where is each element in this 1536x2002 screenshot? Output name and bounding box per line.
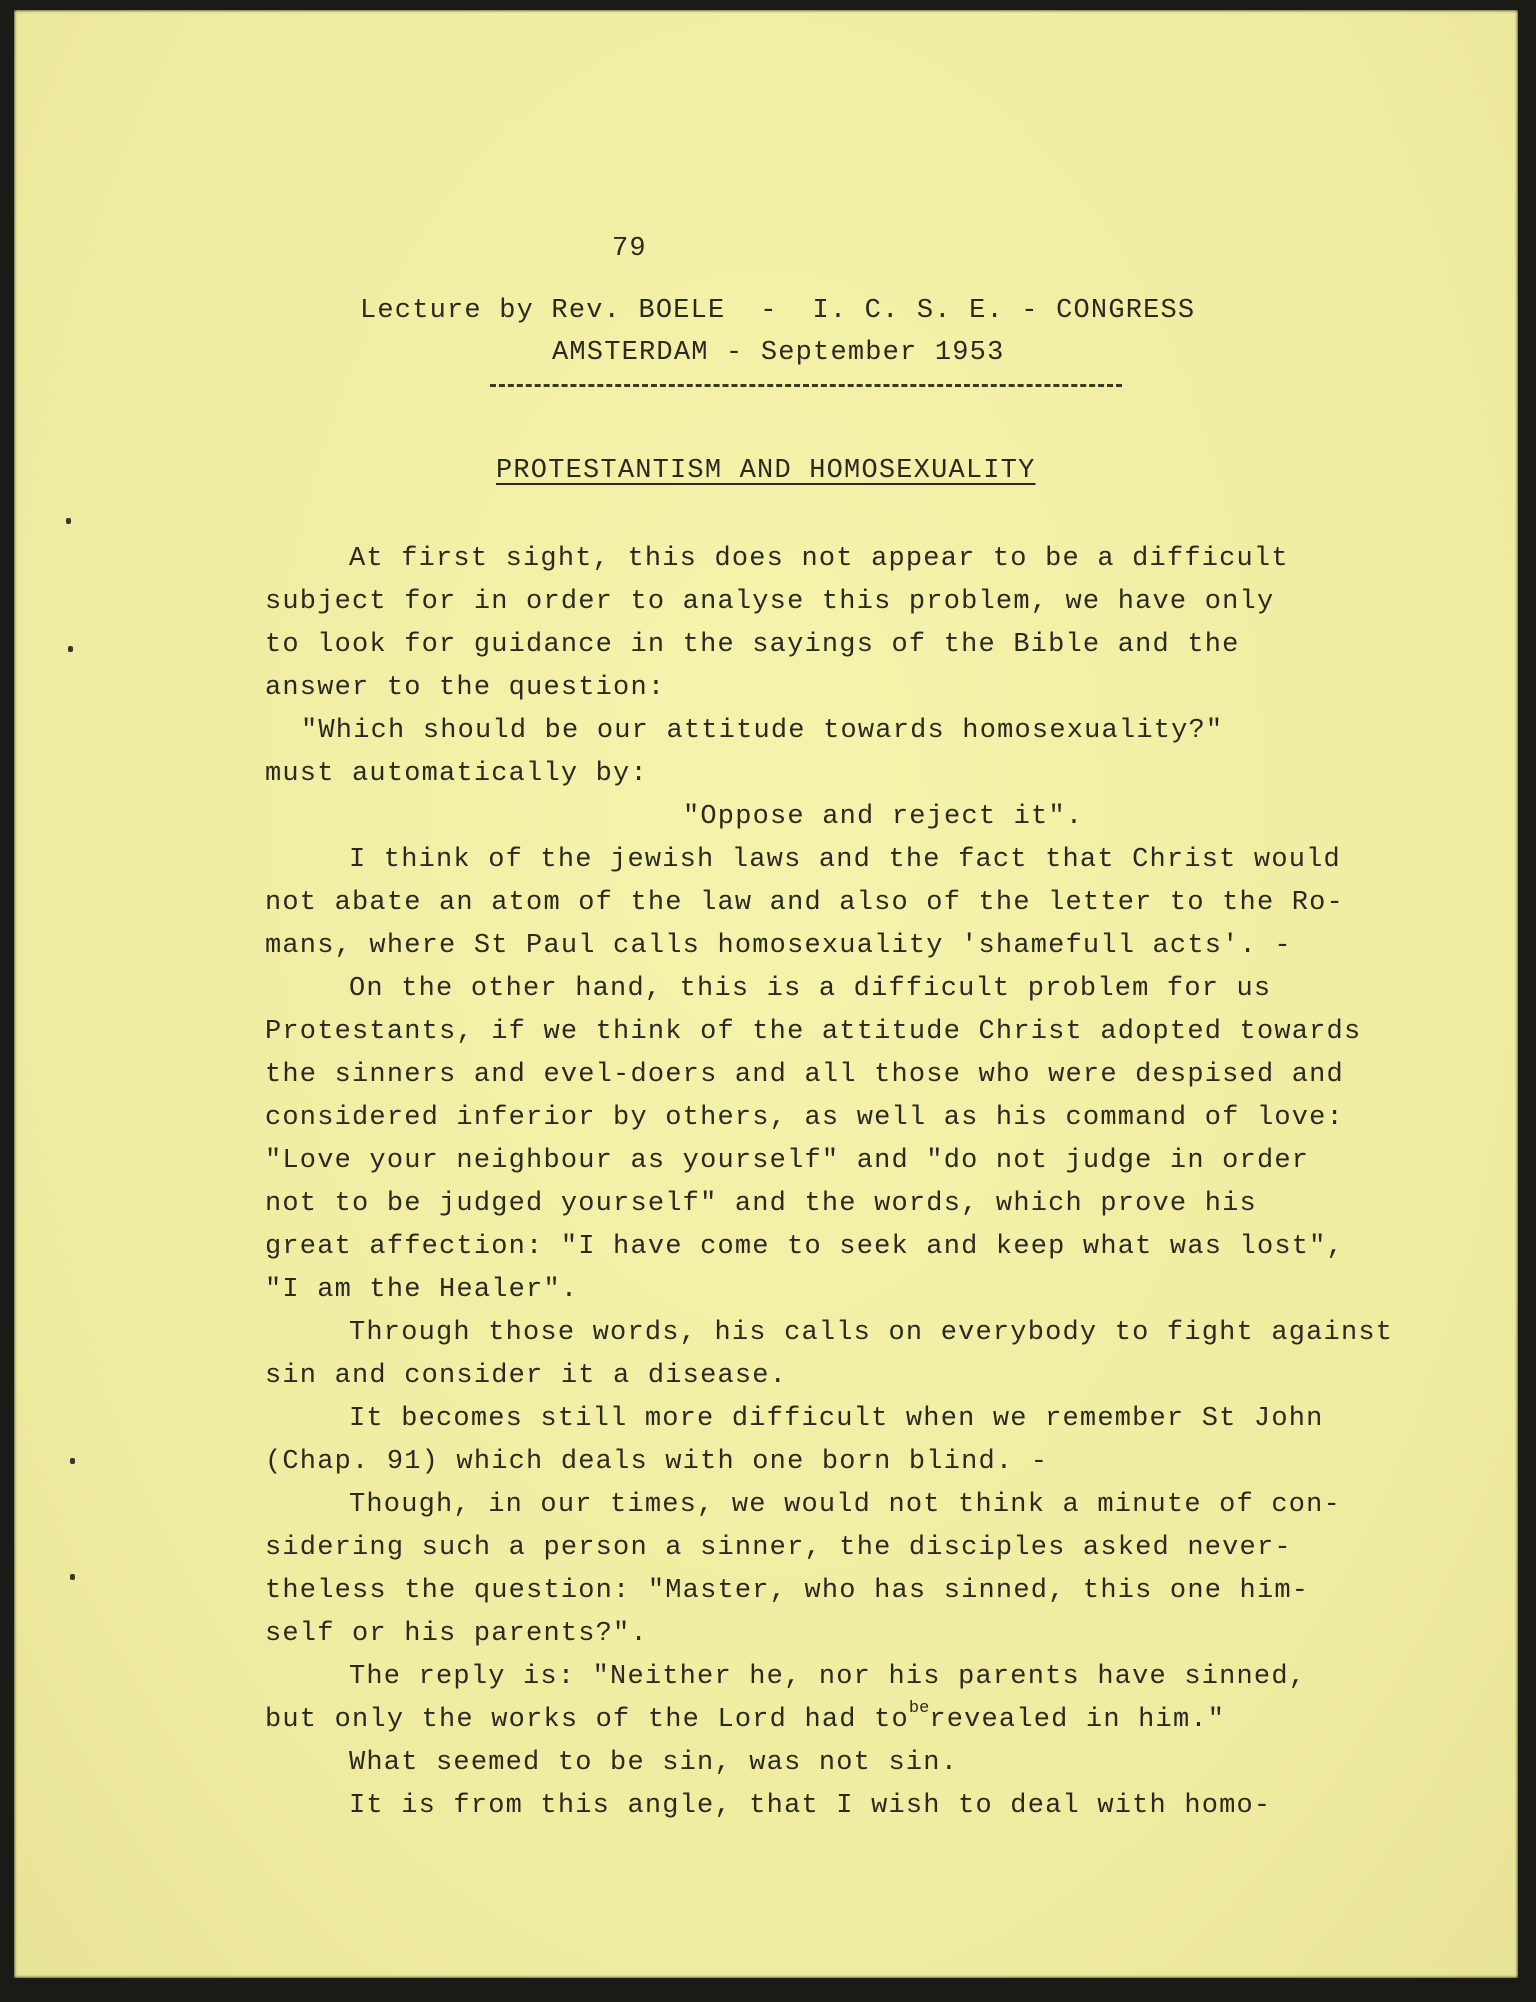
margin-mark	[68, 646, 73, 652]
text-line: self or his parents?".	[265, 1619, 648, 1649]
text-line: not abate an atom of the law and also of the letter to the Ro-	[265, 888, 1344, 918]
margin-mark	[70, 1574, 75, 1580]
text-line: It becomes still more difficult when we remember St John	[349, 1404, 1324, 1434]
text-line: At first sight, this does not appear to be a difficult	[349, 544, 1289, 574]
line-segment: revealed in him."	[929, 1705, 1226, 1735]
text-line: subject for in order to analyse this problem, we have only	[265, 587, 1275, 617]
text-line-with-insertion	[265, 1699, 1425, 1742]
line-segment: but only the works of the Lord had to	[265, 1705, 909, 1735]
text-line: On the other hand, this is a difficult problem for us	[349, 974, 1272, 1004]
text-line: "Love your neighbour as yourself" and "do not judge in order	[265, 1146, 1310, 1176]
document-page	[14, 10, 1518, 1978]
handwritten-insertion: be	[908, 1699, 930, 1718]
text-line: theless the question: "Master, who has sinned, this one him-	[265, 1576, 1310, 1606]
text-line: What seemed to be sin, was not sin.	[349, 1748, 959, 1778]
header-divider	[490, 384, 1122, 387]
text-line: "Oppose and reject it".	[683, 802, 1084, 832]
page-number: 79	[612, 234, 647, 264]
margin-mark	[70, 1458, 75, 1464]
margin-mark	[66, 518, 71, 524]
text-line: Through those words, his calls on everybody to fight against	[349, 1318, 1394, 1348]
body-text	[265, 538, 1425, 1828]
text-line: great affection: "I have come to seek and keep what was lost",	[265, 1232, 1344, 1262]
text-line: Though, in our times, we would not think a minute of con-	[349, 1490, 1341, 1520]
text-line: the sinners and evel-doers and all those who were despised and	[265, 1060, 1344, 1090]
document-title: PROTESTANTISM AND HOMOSEXUALITY	[496, 456, 1036, 486]
text-line: sidering such a person a sinner, the disciples asked never-	[265, 1533, 1292, 1563]
text-line: considered inferior by others, as well as his command of love:	[265, 1103, 1344, 1133]
text-line: I think of the jewish laws and the fact that Christ would	[349, 845, 1341, 875]
text-line: mans, where St Paul calls homosexuality 'shamefull acts'. -	[265, 931, 1292, 961]
text-line: "I am the Healer".	[265, 1275, 579, 1305]
text-line: sin and consider it a disease.	[265, 1361, 788, 1391]
text-line: Protestants, if we think of the attitude Christ adopted towards	[265, 1017, 1362, 1047]
text-line: "Which should be our attitude towards homosexuality?"	[301, 716, 1224, 746]
text-line: to look for guidance in the sayings of the Bible and the	[265, 630, 1240, 660]
text-line: answer to the question:	[265, 673, 666, 703]
text-line: (Chap. 91) which deals with one born blind. -	[265, 1447, 1049, 1477]
text-line: It is from this angle, that I wish to deal with homo-	[349, 1791, 1272, 1821]
header-location-line: AMSTERDAM - September 1953	[552, 338, 1005, 368]
text-line: The reply is: "Neither he, nor his parents have sinned,	[349, 1662, 1307, 1692]
text-line: not to be judged yourself" and the words, which prove his	[265, 1189, 1257, 1219]
text-line: must automatically by:	[265, 759, 648, 789]
header-lecture-line: Lecture by Rev. BOELE - I. C. S. E. - CONGRESS	[360, 296, 1196, 326]
